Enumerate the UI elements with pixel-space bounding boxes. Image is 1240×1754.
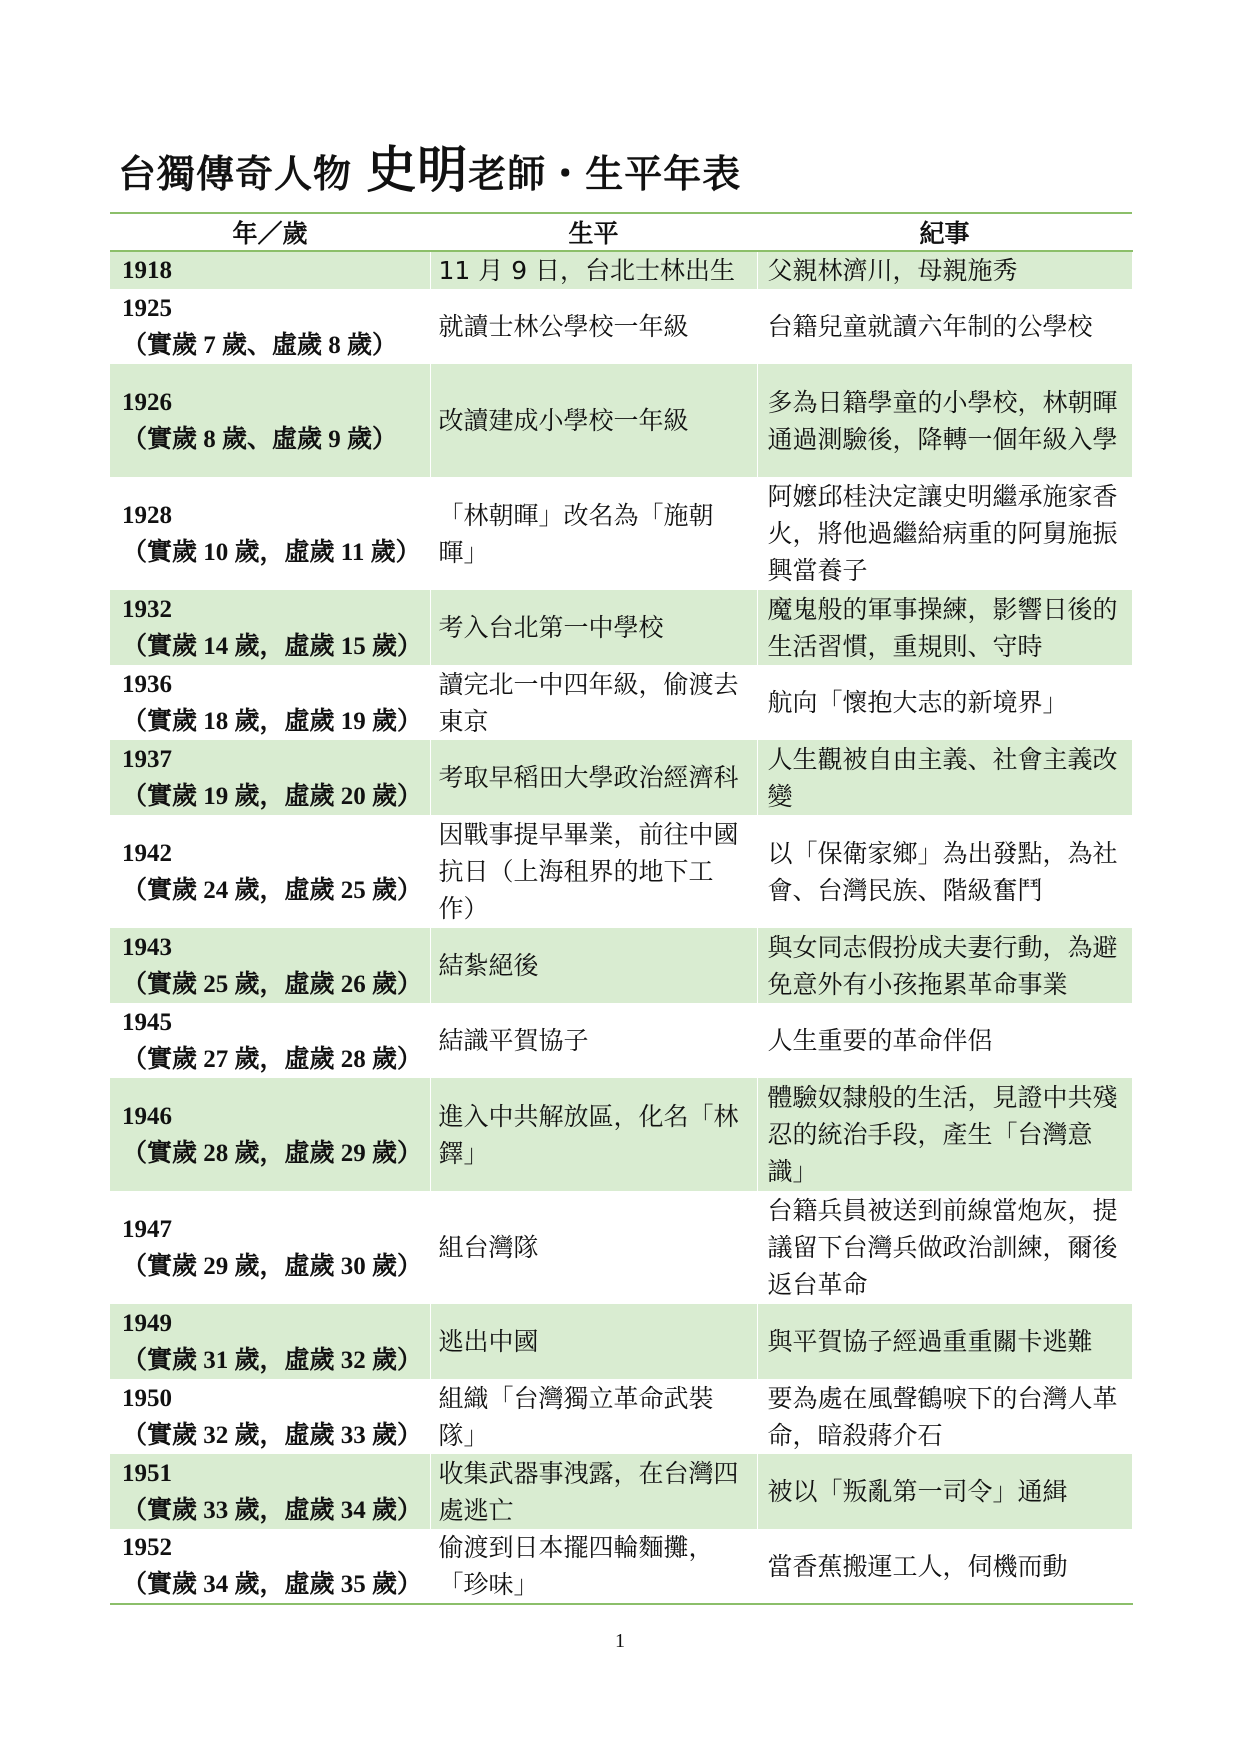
title-suffix: 老師・生平年表: [468, 152, 742, 196]
table-row: [110, 665, 1132, 740]
table-row: [110, 928, 1132, 1003]
life-event-cell: 組織「台灣獨立革命武裝隊」: [430, 1379, 757, 1454]
table-row: [110, 289, 1132, 364]
year-value: 1951: [122, 1459, 172, 1487]
year-value: 1950: [122, 1384, 172, 1412]
year-cell: [110, 590, 430, 665]
table-row: [110, 815, 1132, 928]
header-life: 生平: [430, 213, 757, 251]
table-row: [110, 1304, 1132, 1379]
year-cell: [110, 477, 430, 590]
table-row: [110, 1191, 1132, 1304]
table-row: [110, 1379, 1132, 1454]
age-value: （實歲 24 歲，虛歲 25 歲）: [122, 876, 423, 904]
life-event-cell: 結識平賀協子: [430, 1003, 757, 1078]
year-cell: [110, 928, 430, 1003]
age-value: （實歲 18 歲，虛歲 19 歲）: [122, 707, 423, 735]
age-value: （實歲 29 歲，虛歲 30 歲）: [122, 1252, 423, 1280]
age-value: （實歲 8 歲、虛歲 9 歲）: [122, 425, 398, 453]
note-cell: 父親林濟川，母親施秀: [757, 251, 1132, 289]
year-value: 1918: [122, 257, 172, 284]
year-cell: [110, 251, 430, 289]
header-year: 年／歲: [110, 213, 430, 251]
title-name: 史明: [366, 141, 469, 199]
note-cell: 與平賀協子經過重重關卡逃難: [757, 1304, 1132, 1379]
year-value: 1928: [122, 501, 172, 529]
note-cell: 被以「叛亂第一司令」通緝: [757, 1454, 1132, 1529]
age-value: （實歲 7 歲、虛歲 8 歲）: [122, 331, 398, 359]
table-row: [110, 251, 1132, 289]
life-event-cell: 11 月 9 日，台北士林出生: [430, 251, 757, 289]
year-value: 1952: [122, 1534, 172, 1561]
year-value: 1942: [122, 839, 172, 867]
age-value: （實歲 19 歲，虛歲 20 歲）: [122, 782, 423, 810]
life-event-cell: 組台灣隊: [430, 1191, 757, 1304]
life-event-cell: 考入台北第一中學校: [430, 590, 757, 665]
note-cell: 台籍兒童就讀六年制的公學校: [757, 289, 1132, 364]
year-cell: [110, 1003, 430, 1078]
life-event-cell: 逃出中國: [430, 1304, 757, 1379]
page-number: 1: [615, 1630, 625, 1652]
note-cell: 當香蕉搬運工人，伺機而動: [757, 1529, 1132, 1604]
life-event-cell: 考取早稻田大學政治經濟科: [430, 740, 757, 815]
age-value: （實歲 32 歲，虛歲 33 歲）: [122, 1421, 423, 1449]
year-cell: [110, 1379, 430, 1454]
life-event-cell: 偷渡到日本擺四輪麵攤，「珍味」: [430, 1529, 757, 1604]
year-cell: [110, 1454, 430, 1529]
note-cell: 魔鬼般的軍事操練，影響日後的生活習慣，重規則、守時: [757, 590, 1132, 665]
table-row: [110, 364, 1132, 477]
note-cell: 阿嬤邱桂決定讓史明繼承施家香火，將他過繼給病重的阿舅施振興當養子: [757, 477, 1132, 590]
page-title: [118, 130, 741, 202]
table-row: [110, 1003, 1132, 1078]
life-event-cell: 收集武器事洩露，在台灣四處逃亡: [430, 1454, 757, 1529]
title-prefix: 台獨傳奇人物: [118, 152, 367, 196]
table-row: [110, 1529, 1132, 1604]
note-cell: 與女同志假扮成夫妻行動，為避免意外有小孩拖累革命事業: [757, 928, 1132, 1003]
age-value: （實歲 25 歲，虛歲 26 歲）: [122, 970, 423, 998]
note-cell: 多為日籍學童的小學校，林朝暉通過測驗後，降轉一個年級入學: [757, 364, 1132, 477]
year-cell: [110, 740, 430, 815]
note-cell: 要為處在風聲鶴唳下的台灣人革命，暗殺蔣介石: [757, 1379, 1132, 1454]
table-row: [110, 1078, 1132, 1191]
note-cell: 人生觀被自由主義、社會主義改變: [757, 740, 1132, 815]
age-value: （實歲 14 歲，虛歲 15 歲）: [122, 632, 423, 660]
life-event-cell: 因戰事提早畢業，前往中國抗日（上海租界的地下工作）: [430, 815, 757, 928]
year-value: 1949: [122, 1309, 172, 1337]
table-row: [110, 477, 1132, 590]
year-cell: [110, 364, 430, 477]
note-cell: 人生重要的革命伴侶: [757, 1003, 1132, 1078]
year-value: 1932: [122, 595, 172, 623]
year-cell: [110, 1529, 430, 1604]
table-header-row: [110, 213, 1132, 251]
table-row: [110, 740, 1132, 815]
header-note: 紀事: [757, 213, 1132, 251]
year-value: 1945: [122, 1008, 172, 1036]
age-value: （實歲 31 歲，虛歲 32 歲）: [122, 1346, 423, 1374]
year-value: 1943: [122, 933, 172, 961]
age-value: （實歲 10 歲，虛歲 11 歲）: [122, 538, 421, 566]
year-cell: [110, 1078, 430, 1191]
year-value: 1925: [122, 294, 172, 322]
age-value: （實歲 33 歲，虛歲 34 歲）: [122, 1496, 423, 1524]
life-event-cell: 改讀建成小學校一年級: [430, 364, 757, 477]
timeline-table: [110, 212, 1133, 1605]
year-value: 1926: [122, 388, 172, 416]
year-cell: [110, 289, 430, 364]
age-value: （實歲 28 歲，虛歲 29 歲）: [122, 1139, 423, 1167]
note-cell: 體驗奴隸般的生活，見證中共殘忍的統治手段，產生「台灣意識」: [757, 1078, 1132, 1191]
year-value: 1946: [122, 1102, 172, 1130]
table-row: [110, 1454, 1132, 1529]
year-cell: [110, 1191, 430, 1304]
note-cell: 台籍兵員被送到前線當炮灰，提議留下台灣兵做政治訓練，爾後返台革命: [757, 1191, 1132, 1304]
age-value: （實歲 34 歲，虛歲 35 歲）: [122, 1571, 423, 1598]
life-event-cell: 讀完北一中四年級，偷渡去東京: [430, 665, 757, 740]
year-cell: [110, 1304, 430, 1379]
life-event-cell: 結紮絕後: [430, 928, 757, 1003]
age-value: （實歲 27 歲，虛歲 28 歲）: [122, 1045, 423, 1073]
year-value: 1937: [122, 745, 172, 773]
year-value: 1936: [122, 670, 172, 698]
table-row: [110, 590, 1132, 665]
life-event-cell: 「林朝暉」改名為「施朝暉」: [430, 477, 757, 590]
note-cell: 航向「懷抱大志的新境界」: [757, 665, 1132, 740]
year-cell: [110, 815, 430, 928]
year-cell: [110, 665, 430, 740]
life-event-cell: 就讀士林公學校一年級: [430, 289, 757, 364]
note-cell: 以「保衛家鄉」為出發點，為社會、台灣民族、階級奮鬥: [757, 815, 1132, 928]
life-event-cell: 進入中共解放區，化名「林鐸」: [430, 1078, 757, 1191]
year-value: 1947: [122, 1215, 172, 1243]
